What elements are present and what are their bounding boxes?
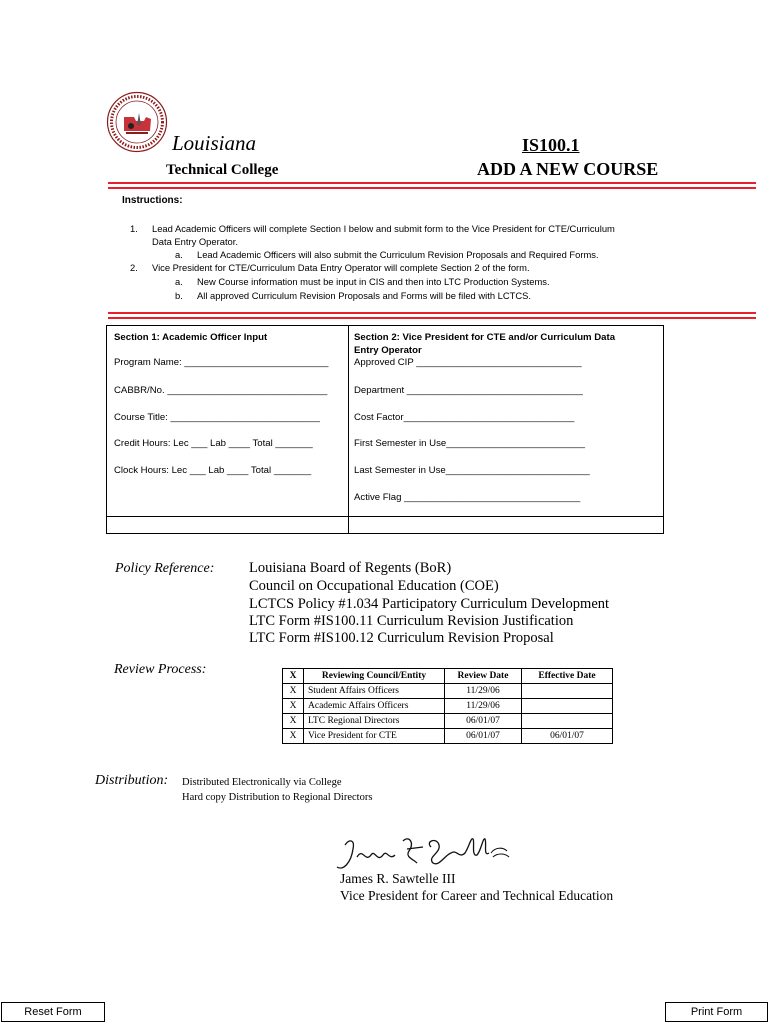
- school-name-louisiana: Louisiana: [172, 131, 257, 155]
- credit-hours-field[interactable]: Credit Hours: Lec ___ Lab ____ Total _______: [114, 438, 313, 449]
- department-field[interactable]: Department _________________________________: [354, 385, 583, 396]
- instruction-text-1: Lead Academic Officers will complete Section I below and submit form to the Vice President for CTE/Curriculum: [152, 223, 615, 234]
- instruction-num-1a: a.: [175, 249, 183, 260]
- row-review-date: 06/01/07: [445, 729, 522, 744]
- section2-title-line2: Entry Operator: [354, 345, 422, 356]
- section2-title-line1: Section 2: Vice President for CTE and/or Curriculum Data: [354, 332, 616, 343]
- instruction-text-1a: Lead Academic Officers will also submit the Curriculum Revision Proposals and Required Forms.: [197, 249, 599, 260]
- last-semester-field[interactable]: Last Semester in Use___________________________: [354, 465, 590, 476]
- policy-line-3: LCTCS Policy #1.034 Participatory Curriculum Development: [249, 596, 610, 612]
- instructions-rule-bottom: [108, 317, 756, 319]
- signatory-name: James R. Sawtelle III: [340, 871, 456, 886]
- policy-line-4: LTC Form #IS100.11 Curriculum Revision Justification: [249, 613, 574, 629]
- instructions-rule-top: [108, 312, 756, 314]
- course-form-table: [106, 325, 664, 534]
- instructions-label: Instructions:: [122, 195, 183, 206]
- distribution-line-2: Hard copy Distribution to Regional Directors: [182, 792, 373, 803]
- row-review-date: 11/29/06: [445, 684, 522, 699]
- table-column-divider: [348, 326, 349, 533]
- distribution-line-1: Distributed Electronically via College: [182, 777, 342, 788]
- review-table: [282, 668, 613, 744]
- row-effective-date: [522, 714, 613, 729]
- document-number: IS100.1: [522, 135, 580, 155]
- row-effective-date: 06/01/07: [522, 729, 613, 744]
- table-footer-divider: [107, 516, 663, 517]
- header-x: X: [283, 669, 304, 684]
- instruction-text-2: Vice President for CTE/Curriculum Data Entry Operator will complete Section 2 of the form.: [152, 262, 530, 273]
- table-row: [283, 684, 613, 699]
- policy-reference-label: Policy Reference:: [115, 561, 215, 576]
- table-row: [283, 699, 613, 714]
- print-form-button[interactable]: Print Form: [665, 1002, 768, 1022]
- header-effective-date: Effective Date: [522, 669, 613, 684]
- document-title: ADD A NEW COURSE: [477, 159, 659, 179]
- row-check: X: [283, 729, 304, 744]
- header-rule-top: [108, 182, 756, 184]
- row-review-date: 11/29/06: [445, 699, 522, 714]
- instruction-num-2b: b.: [175, 290, 183, 301]
- instruction-text-1-cont: Data Entry Operator.: [152, 236, 238, 247]
- first-semester-field[interactable]: First Semester in Use__________________________: [354, 438, 585, 449]
- handwritten-signature: [333, 833, 513, 875]
- policy-line-2: Council on Occupational Education (COE): [249, 578, 499, 594]
- row-entity: Academic Affairs Officers: [304, 699, 445, 714]
- instruction-num-2a: a.: [175, 276, 183, 287]
- cost-factor-field[interactable]: Cost Factor________________________________: [354, 412, 575, 423]
- row-check: X: [283, 714, 304, 729]
- college-seal-logo: [106, 91, 168, 153]
- review-table-header: [283, 669, 613, 684]
- program-name-field[interactable]: Program Name: ___________________________: [114, 357, 329, 368]
- review-process-label: Review Process:: [114, 662, 207, 677]
- active-flag-field[interactable]: Active Flag _________________________________: [354, 492, 581, 503]
- course-title-field[interactable]: Course Title: ____________________________: [114, 412, 320, 423]
- cabbr-number-field[interactable]: CABBR/No. ______________________________: [114, 385, 328, 396]
- approved-cip-field[interactable]: Approved CIP _______________________________: [354, 357, 582, 368]
- instruction-num-1: 1.: [130, 223, 138, 234]
- row-entity: Student Affairs Officers: [304, 684, 445, 699]
- row-review-date: 06/01/07: [445, 714, 522, 729]
- signatory-title: Vice President for Career and Technical Education: [340, 888, 614, 903]
- instruction-text-2a: New Course information must be input in CIS and then into LTC Production Systems.: [197, 276, 550, 287]
- row-effective-date: [522, 699, 613, 714]
- header-rule-bottom: [108, 187, 756, 189]
- row-entity: Vice President for CTE: [304, 729, 445, 744]
- clock-hours-field[interactable]: Clock Hours: Lec ___ Lab ____ Total _______: [114, 465, 312, 476]
- row-effective-date: [522, 684, 613, 699]
- policy-line-1: Louisiana Board of Regents (BoR): [249, 560, 452, 576]
- row-entity: LTC Regional Directors: [304, 714, 445, 729]
- header-review-date: Review Date: [445, 669, 522, 684]
- table-row: [283, 714, 613, 729]
- instruction-text-2b: All approved Curriculum Revision Proposals and Forms will be filed with LCTCS.: [197, 290, 531, 301]
- row-check: X: [283, 684, 304, 699]
- instruction-num-2: 2.: [130, 262, 138, 273]
- section1-title: Section 1: Academic Officer Input: [114, 332, 268, 343]
- reset-form-button[interactable]: Reset Form: [1, 1002, 105, 1022]
- policy-line-5: LTC Form #IS100.12 Curriculum Revision Proposal: [249, 630, 554, 646]
- header-entity: Reviewing Council/Entity: [304, 669, 445, 684]
- row-check: X: [283, 699, 304, 714]
- school-name-technical-college: Technical College: [166, 162, 279, 178]
- table-row: [283, 729, 613, 744]
- distribution-label: Distribution:: [95, 773, 169, 788]
